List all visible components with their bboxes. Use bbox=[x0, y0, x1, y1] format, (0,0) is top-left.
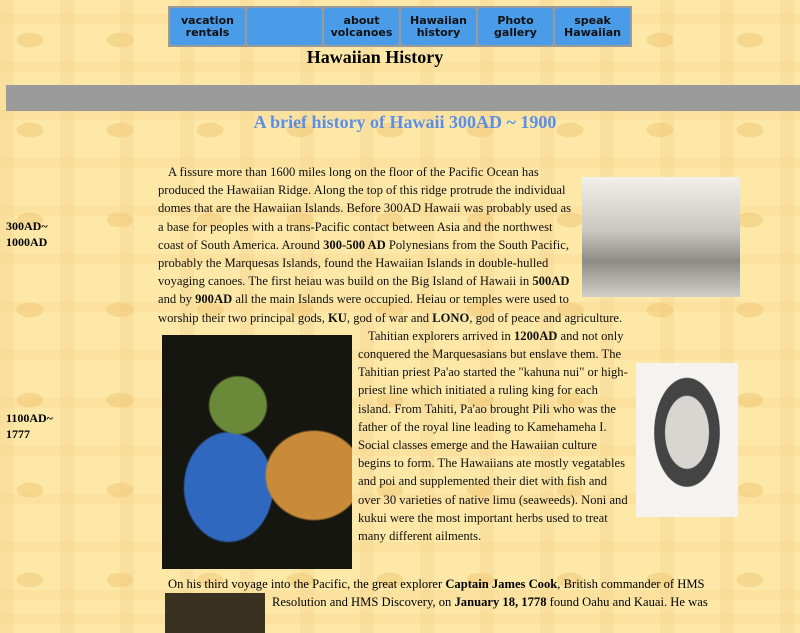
top-nav bbox=[168, 6, 632, 47]
bold-text: January 18, 1778 bbox=[454, 595, 547, 609]
bold-text: KU bbox=[328, 310, 347, 325]
page-title: Hawaiian History bbox=[306, 47, 444, 67]
section-heading: A brief history of Hawaii 300AD ~ 1900 bbox=[253, 112, 557, 132]
text-run: , god of peace and agriculture. bbox=[469, 310, 623, 325]
text-run: , god of war and bbox=[346, 310, 433, 325]
bold-text: Captain James Cook bbox=[445, 577, 558, 591]
text-run: found Oahu and Kauai. He was bbox=[546, 595, 708, 609]
text-run: A fissure more than 1600 miles long on the floor of the Pacific Ocean has produced the Hawaiian Ridge. Along the top of this ridge protrude the individual domes that are the Hawaiian Islands. Before 300AD Hawaii was probably used as a base for peoples with a trans-Pacific contact between Asia and the northwest coast of South America. Around bbox=[158, 165, 572, 252]
paragraph-3 bbox=[168, 575, 728, 633]
carved-idol-engraving bbox=[636, 363, 738, 517]
text-run: and not only conquered the Marquesasians but enslave them. The Tahitian priest Pa'ao started the "kahuna nui" or high-priest line which initiated a ruling king for each island. From Tahiti, Pa'ao brought Pili who was the father of the royal line leading to Kamehameha I. Social classes emerge and the Hawaiian culture begins to form. The Hawaiians ate mostly vegatables and poi and supplemented their diet with fish and over 30 varieties of native limu (seaweeds). Noni and kukui were the most important herbs used to treat many different ailments. bbox=[358, 328, 628, 544]
hawaiian-chanter-photo bbox=[162, 335, 352, 569]
nav-about-volcanoes[interactable]: about volcanoes bbox=[324, 8, 399, 45]
nav-speak-hawaiian[interactable]: speak Hawaiian bbox=[555, 8, 630, 45]
divider-bar bbox=[6, 85, 800, 111]
text-run: and by bbox=[158, 292, 196, 307]
history-text bbox=[158, 163, 740, 569]
nav-photo-gallery[interactable]: Photo gallery bbox=[478, 8, 553, 45]
nav-blank[interactable] bbox=[247, 8, 322, 45]
bold-text: 300-500 AD bbox=[323, 237, 386, 252]
text-run: Polynesians from the South Pacific, probably the Marquesas Islands, found the Hawaiian Islands in double-hulled voyaging canoes. The first heiau was build on the Big Island of Hawaii in bbox=[158, 237, 570, 289]
bold-text: 500AD bbox=[532, 274, 570, 289]
captain-cook-portrait bbox=[165, 593, 265, 633]
era-label: 300AD~ 1000AD bbox=[6, 219, 48, 249]
nav-hawaiian-history[interactable]: Hawaiian history bbox=[401, 8, 476, 45]
paragraph-1 bbox=[158, 163, 740, 327]
paragraph-2 bbox=[158, 327, 740, 545]
text-run: all the main Islands were occupied. Heiau or temples were used to worship their two principal gods, bbox=[158, 292, 569, 325]
era-label: 1100AD~ 1777 bbox=[6, 411, 53, 441]
village-engraving-image bbox=[582, 177, 740, 297]
nav-vacation-rentals[interactable]: vacation rentals bbox=[170, 8, 245, 45]
bold-text: 900AD bbox=[195, 292, 233, 307]
bold-text: 1200AD bbox=[514, 328, 558, 343]
bold-text: LONO bbox=[432, 310, 470, 325]
text-run: On his third voyage into the Pacific, the great explorer bbox=[168, 577, 446, 591]
text-run: , British commander of HMS Resolution and HMS Discovery, on bbox=[272, 577, 705, 609]
text-run: Tahitian explorers arrived in bbox=[368, 328, 514, 343]
